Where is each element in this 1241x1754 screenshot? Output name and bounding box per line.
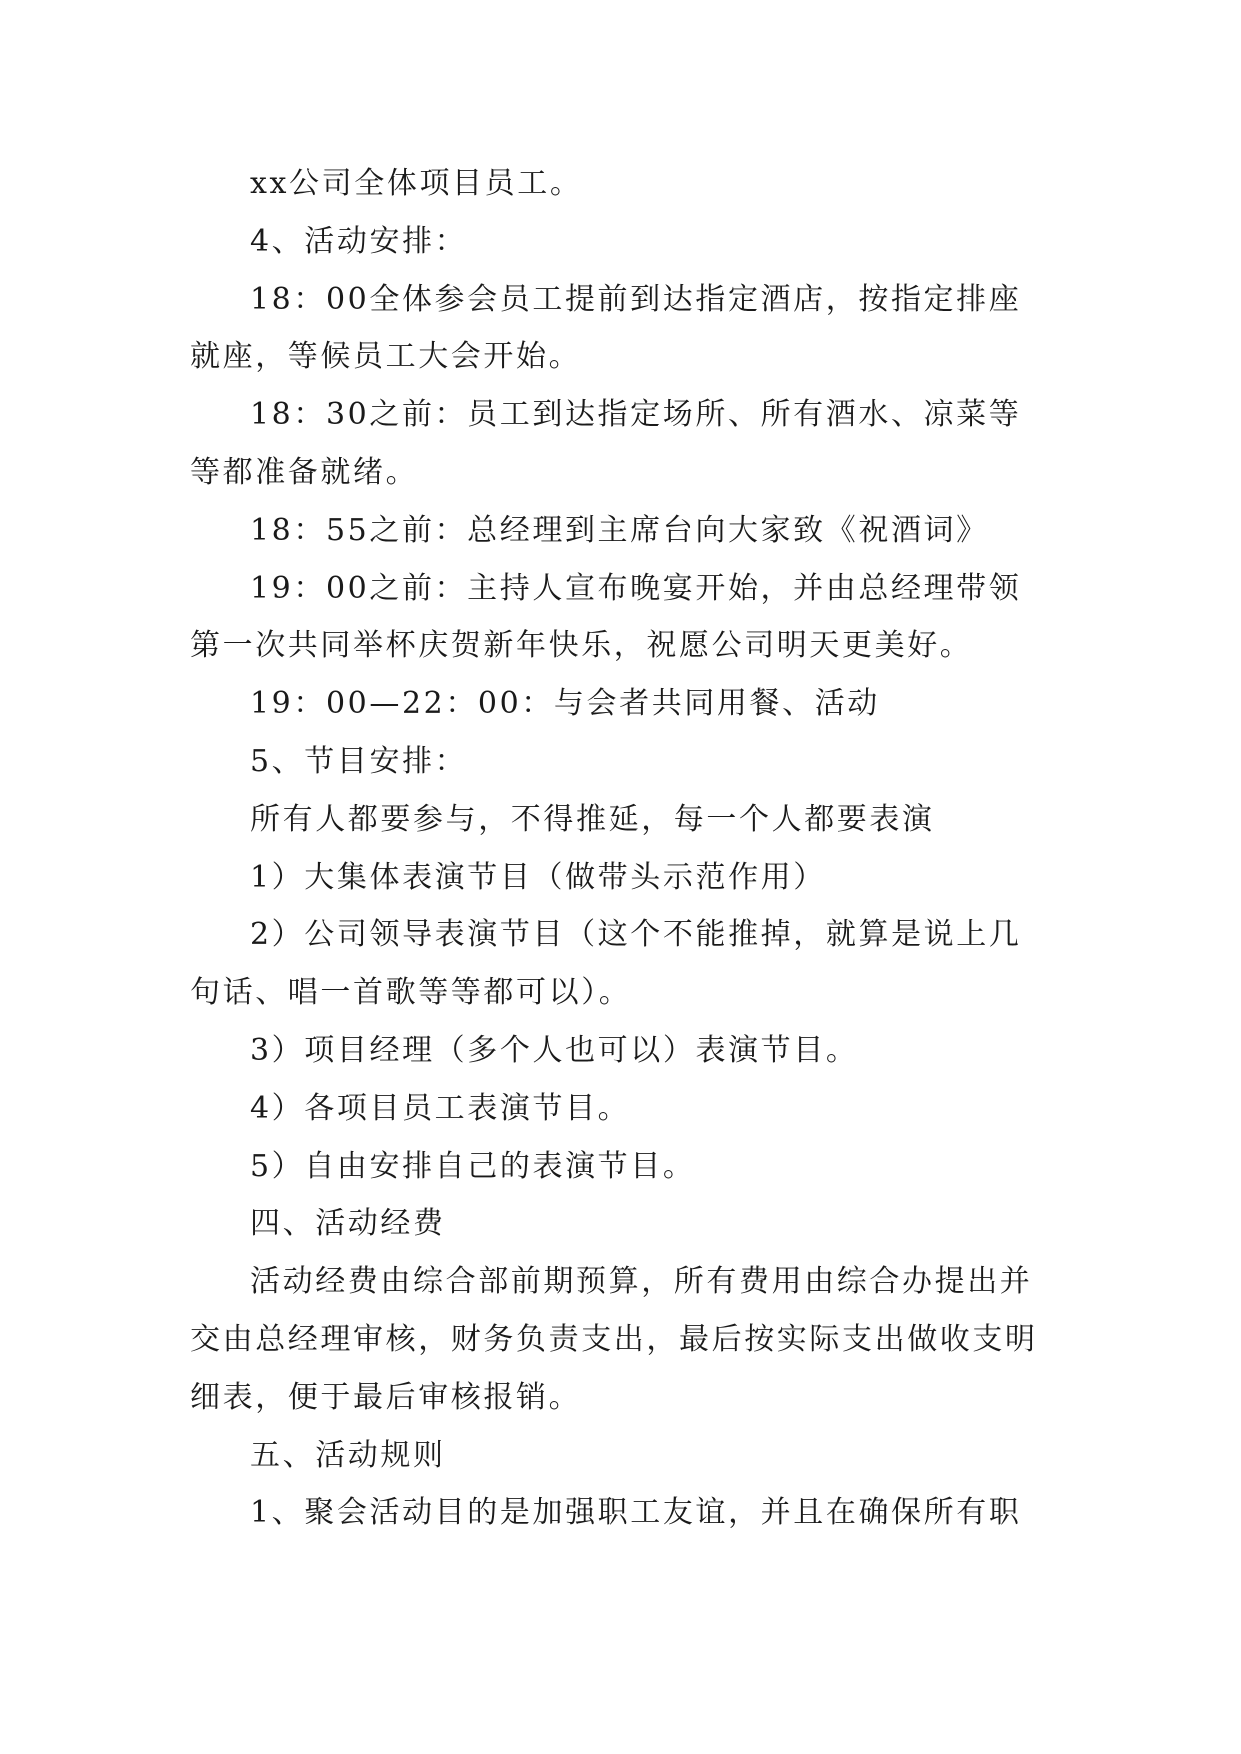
heading-activity-schedule: 4、活动安排： [250,223,468,259]
paragraph-schedule-1900-2200: 19：00—22：00：与会者共同用餐、活动 [250,686,880,722]
list-item-program-3: 3）项目经理（多个人也可以）表演节目。 [250,1032,859,1068]
paragraph-schedule-1900: 19：00之前：主持人宣布晚宴开始，并由总经理带领第一次共同举杯庆贺新年快乐，祝愿公司明天更美好。 [190,570,1022,664]
paragraph-participants: xx公司全体项目员工。 [250,166,583,201]
document-body [190,155,1050,1542]
list-item-program-5: 5）自由安排自己的表演节目。 [250,1148,696,1184]
paragraph-rule-1: 1、聚会活动目的是加强职工友谊，并且在确保所有职 [250,1495,1022,1531]
heading-activity-budget: 四、活动经费 [250,1206,446,1242]
paragraph-schedule-1830: 18：30之前：员工到达指定场所、所有酒水、凉菜等等都准备就绪。 [190,397,1022,490]
list-item-program-1: 1）大集体表演节目（做带头示范作用） [250,859,826,895]
paragraph-everyone-performs: 所有人都要参与，不得推延，每一个人都要表演 [250,801,935,837]
list-item-program-4: 4）各项目员工表演节目。 [250,1090,631,1126]
list-item-program-2: 2）公司领导表演节目（这个不能推掉，就算是说上几句话、唱一首歌等等都可以）。 [190,917,1022,1011]
paragraph-budget-details: 活动经费由综合部前期预算，所有费用由综合办提出并交由总经理审核，财务负责支出，最后按实际支出做收支明细表，便于最后审核报销。 [190,1264,1038,1415]
heading-program-arrangement: 5、节目安排： [250,743,468,779]
paragraph-schedule-1855: 18：55之前：总经理到主席台向大家致《祝酒词》 [250,512,989,548]
paragraph-schedule-1800: 18：00全体参会员工提前到达指定酒店，按指定排座就座，等候员工大会开始。 [190,281,1022,375]
heading-activity-rules: 五、活动规则 [250,1437,446,1473]
